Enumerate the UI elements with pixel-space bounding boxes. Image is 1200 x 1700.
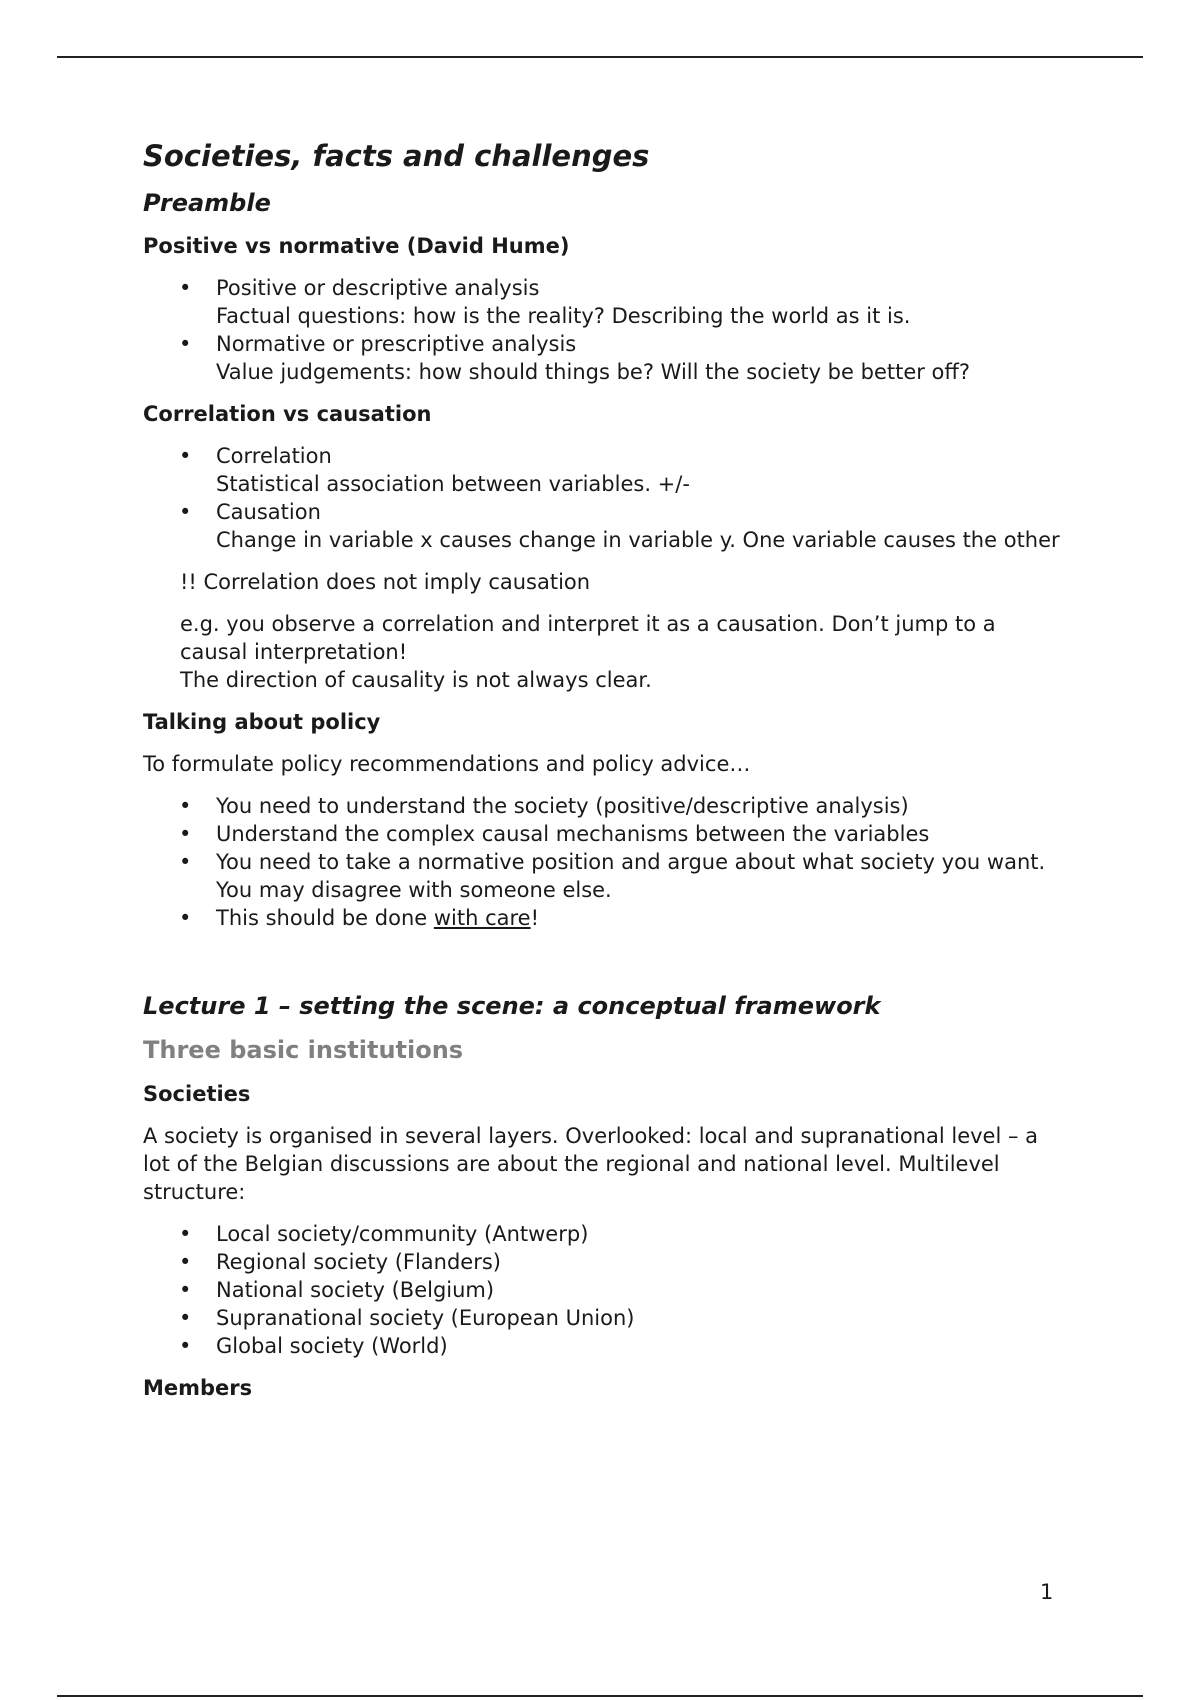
positive-normative-list [143, 274, 1063, 386]
list-item-extra: You may disagree with someone else. [216, 878, 612, 902]
list-item [143, 330, 1063, 386]
causation-warning: !! Correlation does not imply causation [180, 570, 591, 594]
list-item: • Supranational society (European Union) [143, 1304, 1063, 1332]
list-item-detail: Change in variable x causes change in variable y. One variable causes the other [216, 528, 1060, 552]
correlation-causation-list [143, 442, 1063, 554]
preamble-heading: Preamble [143, 189, 271, 217]
list-item [143, 848, 1063, 904]
societies-text: A society is organised in several layers. Overlooked: local and supranational level – a lot of the Belgian discussions are about the regional and national level. Multilevel structure: [143, 1124, 1039, 1204]
list-item-label: • Normative or prescriptive analysis [216, 332, 577, 356]
list-item: • Regional society (Flanders) [143, 1248, 1063, 1276]
policy-heading: Talking about policy [143, 710, 381, 734]
causation-example [143, 610, 1063, 694]
section-heading: Three basic institutions [143, 1036, 464, 1064]
list-item-label: • Positive or descriptive analysis [216, 276, 540, 300]
list-item-suffix: ! [530, 906, 540, 930]
list-item [143, 904, 1063, 932]
list-item [143, 498, 1063, 554]
list-item-detail: Value judgements: how should things be? Will the society be better off? [216, 360, 971, 384]
correlation-causation-heading: Correlation vs causation [143, 402, 432, 426]
list-item [143, 442, 1063, 498]
societies-heading: Societies [143, 1082, 251, 1106]
list-item-detail: Statistical association between variables. +/- [216, 472, 690, 496]
page-number: 1 [1040, 1580, 1054, 1604]
members-heading: Members [143, 1376, 253, 1400]
list-item-prefix: This should be done [216, 906, 434, 930]
list-item: • You need to understand the society (positive/descriptive analysis) [143, 792, 1063, 820]
lecture-1-title: Lecture 1 – setting the scene: a conceptual framework [143, 992, 881, 1020]
document-body [143, 138, 1063, 1416]
list-item-text: • You need to take a normative position and argue about what society you want. [216, 850, 1046, 874]
underlined-text: with care [433, 906, 531, 930]
header-rule [57, 56, 1143, 58]
list-item [143, 274, 1063, 330]
policy-intro: To formulate policy recommendations and policy advice… [143, 752, 751, 776]
list-item-label: • Causation [216, 500, 321, 524]
footer-rule [57, 1695, 1143, 1697]
list-item: • Local society/community (Antwerp) [143, 1220, 1063, 1248]
society-levels-list [143, 1220, 1063, 1360]
list-item: • Global society (World) [143, 1332, 1063, 1360]
positive-normative-heading: Positive vs normative (David Hume) [143, 234, 570, 258]
list-item: • National society (Belgium) [143, 1276, 1063, 1304]
list-item: • Understand the complex causal mechanisms between the variables [143, 820, 1063, 848]
list-item-label: • Correlation [216, 444, 332, 468]
causality-direction-text: The direction of causality is not always clear. [180, 668, 652, 692]
document-title: Societies, facts and challenges [143, 139, 650, 173]
list-item-detail: Factual questions: how is the reality? Describing the world as it is. [216, 304, 911, 328]
causation-example-text: e.g. you observe a correlation and interpret it as a causation. Don’t jump to a causal interpretation! [180, 612, 996, 664]
policy-list [143, 792, 1063, 932]
